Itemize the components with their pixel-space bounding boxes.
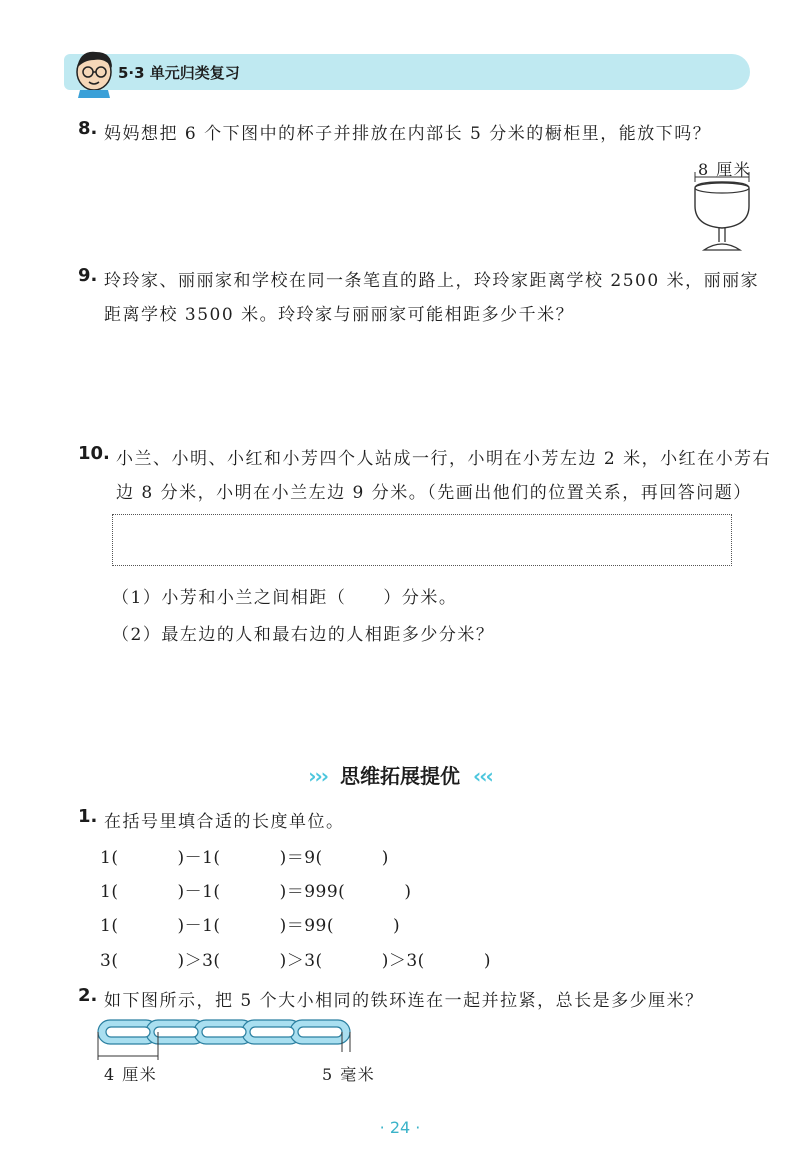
extension-2-number: 2. [78,985,98,1006]
drawing-answer-box[interactable] [112,514,732,566]
section-heading [0,760,800,789]
question-10-sub-1: （1）小芳和小兰之间相距（ ）分米。 [112,588,458,608]
wine-cup-figure [690,170,754,256]
unit-row-4: 3( )＞3( )＞3( )＞3( ) [100,951,491,971]
extension-1-text: 在括号里填合适的长度单位。 [104,812,345,832]
ring-thickness-label: 5 毫米 [322,1065,376,1084]
question-10-sub-2: （2）最左边的人和最右边的人相距多少分米？ [112,625,495,645]
section-title: 思维拓展提优 [340,764,460,788]
cup-width-label: 8 厘米 [698,160,752,179]
page-number: · 24 · [379,1118,421,1137]
chevron-right-icon: ››› [308,764,328,788]
chevron-left-icon: ‹‹‹ [472,764,492,788]
unit-row-3: 1( )－1( )＝99( ) [100,916,401,936]
extension-2-text: 如下图所示，把 5 个大小相同的铁环连在一起并拉紧，总长是多少厘米？ [104,991,704,1011]
student-avatar-icon [72,46,118,98]
question-10-number: 10. [78,443,110,464]
question-8-number: 8. [78,118,98,139]
question-9-line-2: 距离学校 3500 米。玲玲家与丽丽家可能相距多少千米？ [104,305,575,325]
extension-1-number: 1. [78,806,98,827]
question-10-line-2: 边 8 分米，小明在小兰左边 9 分米。（先画出他们的位置关系，再回答问题） [116,483,752,503]
question-9-number: 9. [78,265,98,286]
header-title: 5·3 单元归类复习 [118,64,240,82]
chain-rings-figure [94,1012,364,1066]
ring-length-label: 4 厘米 [104,1065,158,1084]
unit-row-2: 1( )－1( )＝999( ) [100,882,412,902]
question-10-line-1: 小兰、小明、小红和小芳四个人站成一行，小明在小芳左边 2 米，小红在小芳右 [116,449,772,469]
unit-row-1: 1( )－1( )＝9( ) [100,848,389,868]
question-8-text: 妈妈想把 6 个下图中的杯子并排放在内部长 5 分米的橱柜里，能放下吗？ [104,124,712,144]
question-9-line-1: 玲玲家、丽丽家和学校在同一条笔直的路上，玲玲家距离学校 2500 米，丽丽家 [104,271,760,291]
